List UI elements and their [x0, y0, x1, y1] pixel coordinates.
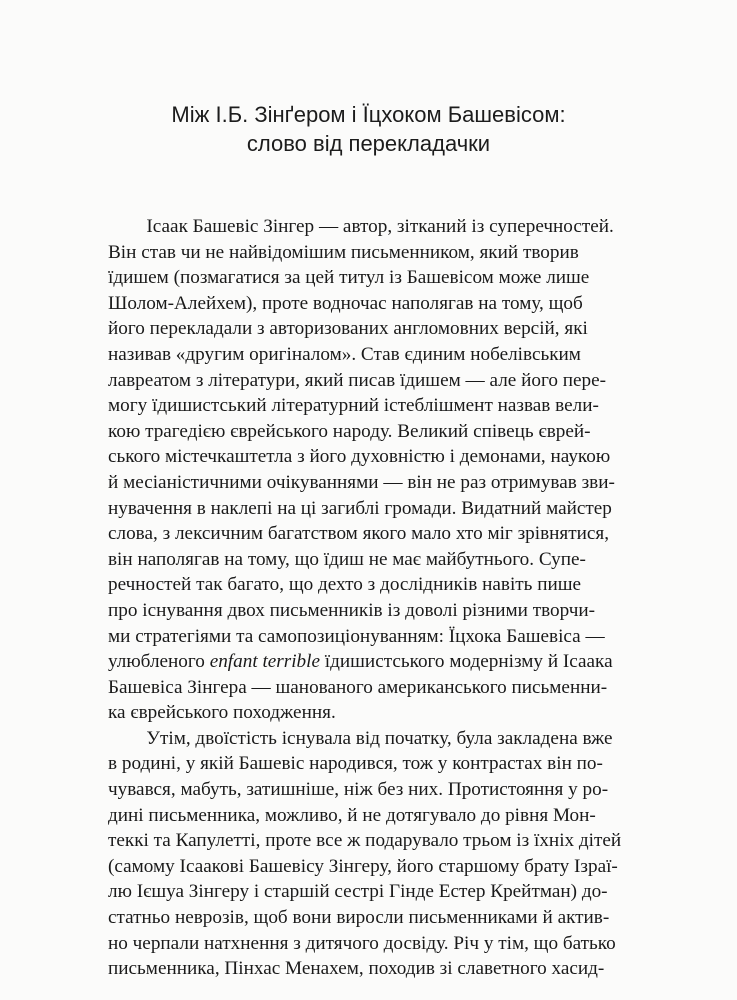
- text-line: дині письменника, можливо, й не дотягувало до рівня Мон-: [108, 804, 596, 826]
- text-line: Ісаак Башевіс Зінгер — автор, зітканий із суперечностей.: [146, 216, 614, 237]
- text-line: лавреатом з літератури, який писав їдишем — але його пере-: [108, 369, 607, 391]
- text-fragment: їдишистського модернізму й Ісаака: [320, 651, 613, 673]
- text-line: статньо неврозів, щоб вони виросли письменниками й актив-: [108, 907, 610, 929]
- text-line: його перекладали з авторизованих англомовних версій, які: [108, 318, 588, 340]
- text-line: Шолом-Алейхем), проте водночас наполягав на тому, щоб: [108, 292, 583, 314]
- text-line: Башевіса Зінгера — шанованого американського письменни-: [108, 676, 608, 698]
- text-line: чувався, мабуть, затишніше, ніж без них. Протистояння у ро-: [108, 779, 609, 801]
- text-line-with-italic: [108, 649, 630, 675]
- text-line: кою трагедією єврейського народу. Великий співець єврей-: [108, 420, 591, 442]
- text-line: (самому Ісаакові Башевісу Зінгеру, його старшому брату Ізраї-: [108, 855, 618, 877]
- chapter-title-line-1: Між І.Б. Зінґером і Їцхоком Башевісом:: [171, 102, 566, 127]
- text-line: Він став чи не найвідомішим письменником, який творив: [108, 241, 579, 263]
- text-line: речностей так багато, що дехто з дослідників навіть пише: [108, 574, 582, 596]
- text-line: письменника, Пінхас Менахем, походив зі славетного хасид-: [108, 958, 605, 980]
- text-line: теккі та Капулетті, проте все ж подарувало трьом із їхніх дітей: [108, 830, 622, 852]
- text-line: й месіаністичними очікуваннями — він не раз отримував зви-: [108, 471, 615, 493]
- text-line: но черпали натхнення з дитячого досвіду. Річ у тім, що батько: [108, 932, 616, 954]
- body-text: [108, 214, 630, 982]
- paragraph-1: [108, 214, 630, 726]
- chapter-title-line-2: слово від перекладачки: [246, 131, 491, 156]
- text-line: Утім, двоїстість існувала від початку, була закладена вже: [146, 727, 613, 749]
- text-line: могу їдишистський літературний істеблішмент назвав вели-: [108, 395, 599, 417]
- italic-phrase: enfant terrible: [209, 651, 320, 673]
- text-line: в родині, у якій Башевіс народився, тож у контрастах він по-: [108, 753, 603, 775]
- chapter-title: [0, 100, 737, 158]
- text-line: ського містечкаштетла з його духовністю і демонами, наукою: [108, 446, 611, 468]
- text-line: лю Ієшуа Зінгеру і старшій сестрі Гінде Естер Крейтман) до-: [108, 881, 608, 903]
- text-fragment: улюбленого: [108, 651, 210, 673]
- text-line: про існування двох письменників із доволі різними творчи-: [108, 599, 596, 621]
- text-line: слова, з лексичним багатством якого мало хто міг зрівнятися,: [108, 523, 610, 545]
- paragraph-2: [108, 726, 630, 982]
- text-line: називав «другим оригіналом». Став єдиним нобелівським: [108, 343, 581, 365]
- text-line: ми стратегіями та самопозиціонуванням: Їцхока Башевіса —: [108, 625, 605, 647]
- text-line: нувачення в наклепі на ці загиблі громади. Видатний майстер: [108, 497, 612, 519]
- text-line: він наполягав на тому, що їдиш не має майбутнього. Супе-: [108, 548, 586, 570]
- text-line: ка єврейського походження.: [108, 702, 336, 724]
- text-line: їдишем (позмагатися за цей титул із Башевісом може лише: [108, 267, 590, 289]
